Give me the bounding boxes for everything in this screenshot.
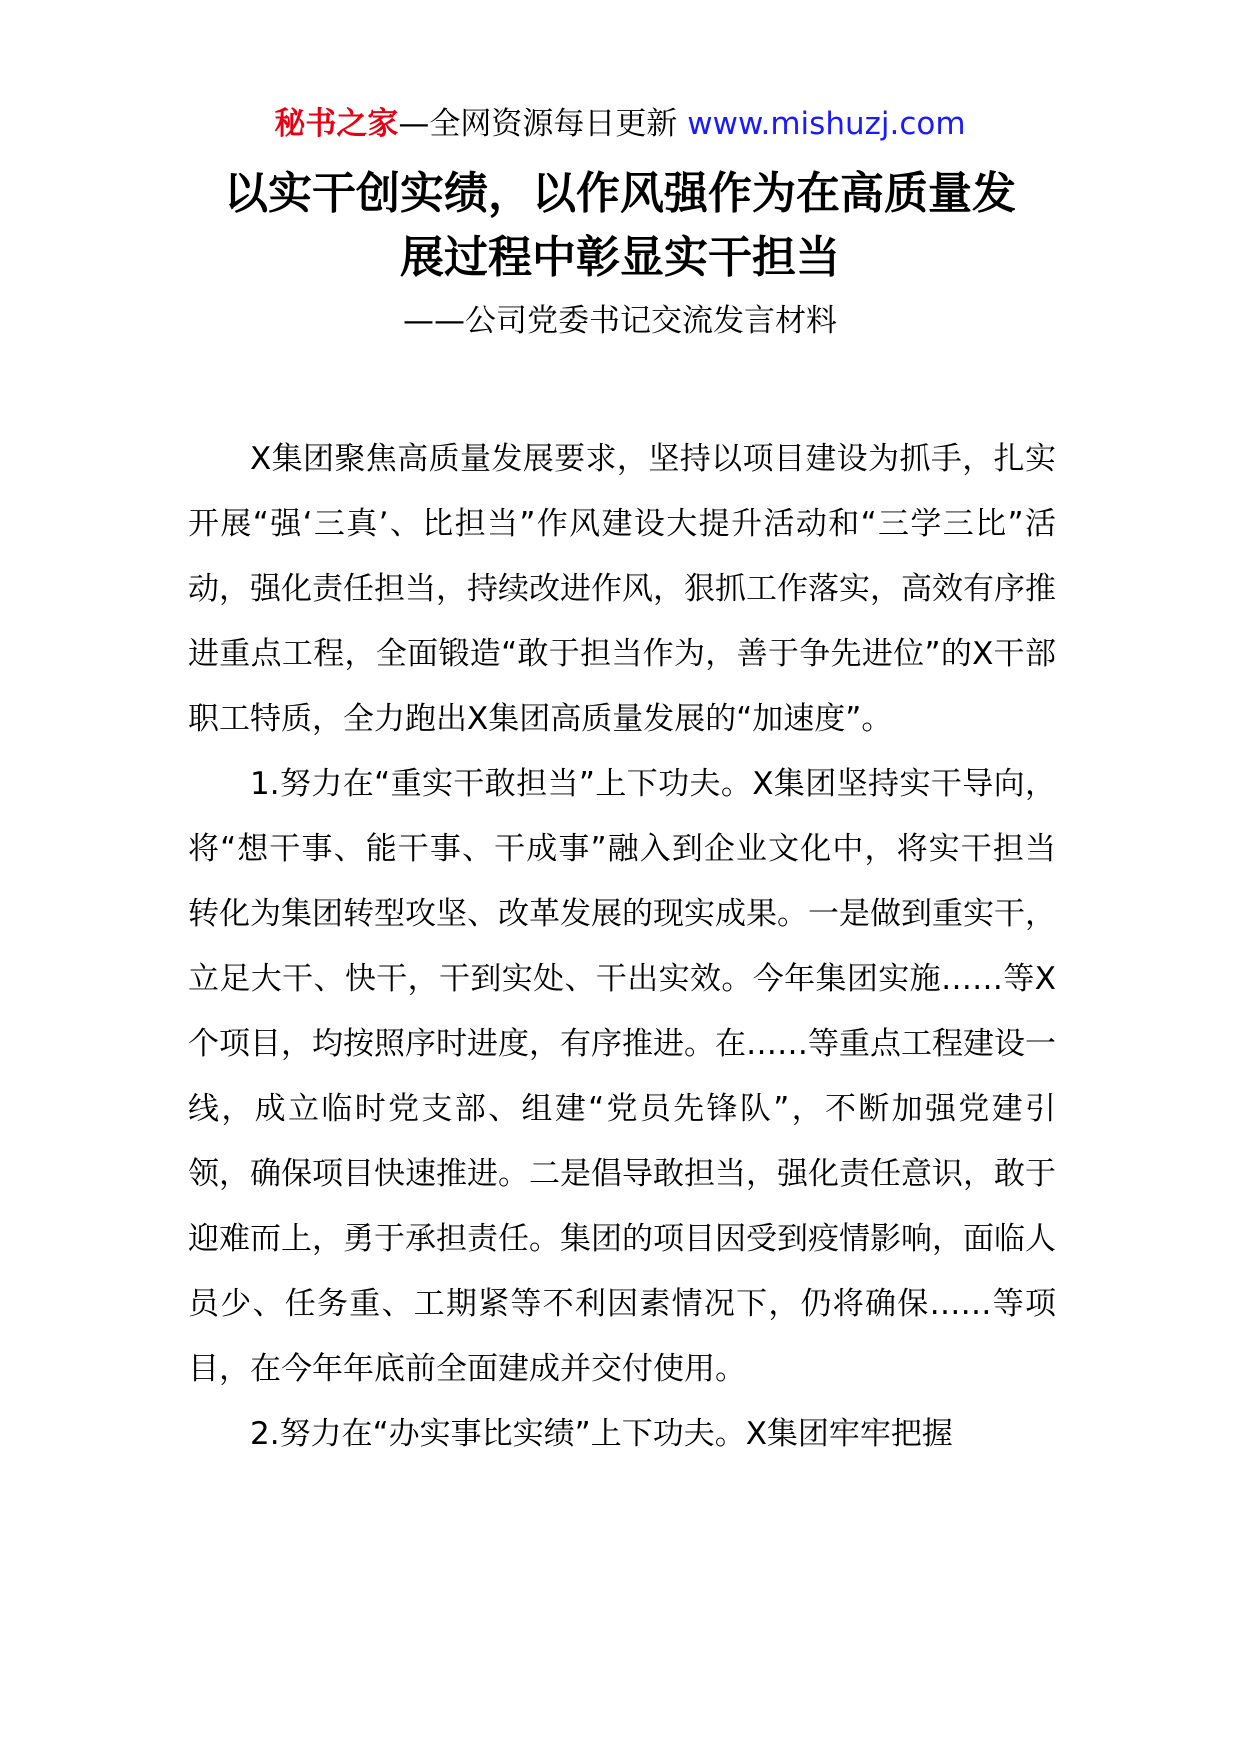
brand-name: 秘书之家 bbox=[274, 106, 399, 142]
body-paragraph-section-2: 2.努力在“办实事比实绩”上下功夫。X集团牢牢把握 bbox=[250, 1416, 953, 1452]
site-header bbox=[0, 100, 1240, 148]
body-paragraph-section-1: 1.努力在“重实干敢担当”上下功夫。X集团坚持实干导向，将“想干事、能干事、干成事”融入到企业文化中，将实干担当转化为集团转型攻坚、改革发展的现实成果。一是做到重实干，立足大干、快干，干到实处、干出实效。今年集团实施……等X个项目，均按照序时进度，有序推进。在……等重点工程建设一线，成立临时党支部、组建“党员先锋队”，不断加强党建引领，确保项目快速推进。二是倡导敢担当，强化责任意识，敢于迎难而上，勇于承担责任。集团的项目因受到疫情影响，面临人员少、任务重、工期紧等不利因素情况下，仍将确保……等项目，在今年年底前全面建成并交付使用。 bbox=[188, 766, 1056, 1387]
document-subtitle: ——公司党委书记交流发言材料 bbox=[403, 303, 837, 339]
body-paragraph-intro: X集团聚焦高质量发展要求，坚持以项目建设为抓手，扎实开展“强‘三真’、比担当”作风建设大提升活动和“三学三比”活动，强化责任担当，持续改进作风，狠抓工作落实，高效有序推进重点工程，全面锻造“敢于担当作为，善于争先进位”的X干部职工特质，全力跑出X集团高质量发展的“加速度”。 bbox=[188, 441, 1056, 737]
title-line-1: 以实干创实绩，以作风强作为在高质量发 bbox=[224, 168, 1016, 219]
title-line-2: 展过程中彰显实干担当 bbox=[400, 232, 840, 283]
site-url-link[interactable]: www.mishuzj.com bbox=[687, 106, 966, 142]
site-slogan: —全网资源每日更新 bbox=[398, 106, 688, 142]
document-title bbox=[160, 162, 1080, 290]
document-body bbox=[188, 427, 1056, 1467]
